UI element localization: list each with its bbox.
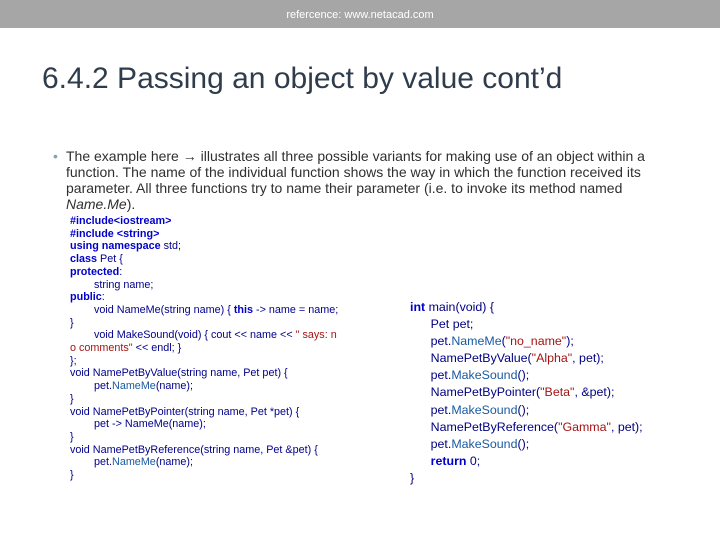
code-token: void NamePetByPointer(string name, Pet *pet) { [70, 405, 300, 418]
code-line [70, 253, 338, 266]
code-token: , &pet); [574, 385, 615, 400]
bullet-paragraph [53, 148, 666, 212]
code-token: void NameMe(string name) { [70, 303, 234, 316]
code-token: } [70, 316, 74, 329]
code-line [70, 444, 338, 457]
code-token: pet -> NameMe(name); [70, 418, 206, 431]
code-token: } [70, 430, 74, 443]
code-token: } [70, 392, 74, 405]
code-token: pet. [410, 334, 452, 349]
code-token: "no_name" [505, 334, 567, 349]
code-line [70, 240, 338, 253]
code-block-main-function [410, 299, 643, 487]
bullet-end: ). [126, 196, 136, 212]
code-token: (); [517, 436, 530, 451]
code-line [410, 436, 643, 453]
reference-header [0, 0, 720, 28]
code-token: void NamePetByValue(string name, Pet pet) { [70, 367, 288, 380]
code-token: (name); [155, 380, 194, 393]
code-token: NamePetByPointer( [410, 385, 541, 400]
code-token: (); [517, 368, 530, 383]
code-token: std; [160, 240, 182, 253]
code-token: #include <string> [70, 227, 160, 240]
code-line [70, 380, 338, 393]
code-line [410, 384, 643, 401]
code-line [70, 215, 338, 228]
code-token: 0; [466, 453, 481, 468]
code-token: , pet); [572, 351, 604, 366]
code-line [70, 418, 338, 431]
code-block-class-definitions [70, 215, 338, 482]
code-token: return [430, 453, 467, 468]
code-line [70, 355, 338, 368]
code-token: << endl; } [132, 342, 182, 355]
code-line [410, 419, 643, 436]
code-token: Pet pet; [410, 317, 474, 332]
code-line [410, 453, 643, 470]
reference-text: refercence: www.netacad.com [286, 9, 434, 21]
code-token: void NamePetByReference(string name, Pet &pet) { [70, 443, 318, 456]
code-token: o comments" [70, 342, 133, 355]
code-token: }; [70, 354, 77, 367]
code-line [410, 299, 643, 316]
code-token: " says: n [295, 329, 337, 342]
code-token: pet. [410, 402, 452, 417]
code-token: this [233, 303, 254, 316]
code-token: string name; [70, 278, 154, 291]
code-token: pet. [70, 380, 113, 393]
code-token: NamePetByValue( [410, 351, 532, 366]
code-token: , pet); [610, 419, 643, 434]
code-token: (name); [155, 456, 194, 469]
code-line [70, 317, 338, 330]
code-line [70, 266, 338, 279]
code-token: pet. [70, 456, 113, 469]
code-line [70, 393, 338, 406]
code-line [70, 469, 338, 482]
code-token: MakeSound [451, 436, 518, 451]
bullet-dot-icon: • [53, 148, 58, 164]
code-token: class [70, 253, 98, 266]
code-line [70, 367, 338, 380]
code-line [70, 406, 338, 419]
code-line [70, 279, 338, 292]
code-line [70, 342, 338, 355]
code-token: void MakeSound(void) { cout << name << [70, 329, 296, 342]
code-token: MakeSound [451, 368, 518, 383]
code-token: int [410, 300, 426, 314]
code-token: NameMe [451, 334, 502, 349]
code-token: MakeSound [451, 402, 518, 417]
code-token: main(void) { [425, 300, 495, 314]
code-line [70, 329, 338, 342]
code-token: : [101, 291, 105, 304]
code-token: pet. [410, 436, 452, 451]
code-token: (); [517, 402, 530, 417]
code-line [410, 350, 643, 367]
code-token: public [70, 291, 102, 304]
code-token: "Gamma" [558, 419, 611, 434]
code-token: pet. [410, 368, 452, 383]
code-token: ( [501, 334, 506, 349]
code-token: protected [70, 265, 120, 278]
code-token: using namespace [70, 240, 161, 253]
code-line [410, 333, 643, 350]
code-token: } [410, 470, 415, 485]
code-line [70, 304, 338, 317]
code-line [70, 431, 338, 444]
code-token [410, 454, 431, 468]
code-line [410, 367, 643, 384]
code-token: NamePetByReference( [410, 419, 559, 434]
code-token: NameMe [112, 380, 156, 393]
code-line [70, 228, 338, 241]
code-line [70, 456, 338, 469]
code-token: : [119, 265, 123, 278]
code-token: } [70, 469, 74, 482]
code-token: "Beta" [540, 385, 575, 400]
code-token: Pet { [97, 253, 123, 266]
bullet-method-name: Name.Me [66, 196, 127, 212]
code-line [410, 316, 643, 333]
code-line [410, 402, 643, 419]
code-token: "Alpha" [531, 351, 573, 366]
code-line [70, 291, 338, 304]
code-token: ); [566, 334, 574, 349]
code-token: NameMe [112, 456, 156, 469]
slide-title: 6.4.2 Passing an object by value cont’d [42, 62, 563, 95]
code-token: -> name = name; [253, 303, 339, 316]
code-line [410, 470, 643, 487]
code-token: #include<iostream> [70, 215, 172, 227]
bullet-text: The example here → illustrates all three possible variants for making use of an object within a function. The name of the individual function shows the way in which the function received its parameter. All three functions try to name their parameter (i.e. to invoke its method named [66, 148, 645, 196]
